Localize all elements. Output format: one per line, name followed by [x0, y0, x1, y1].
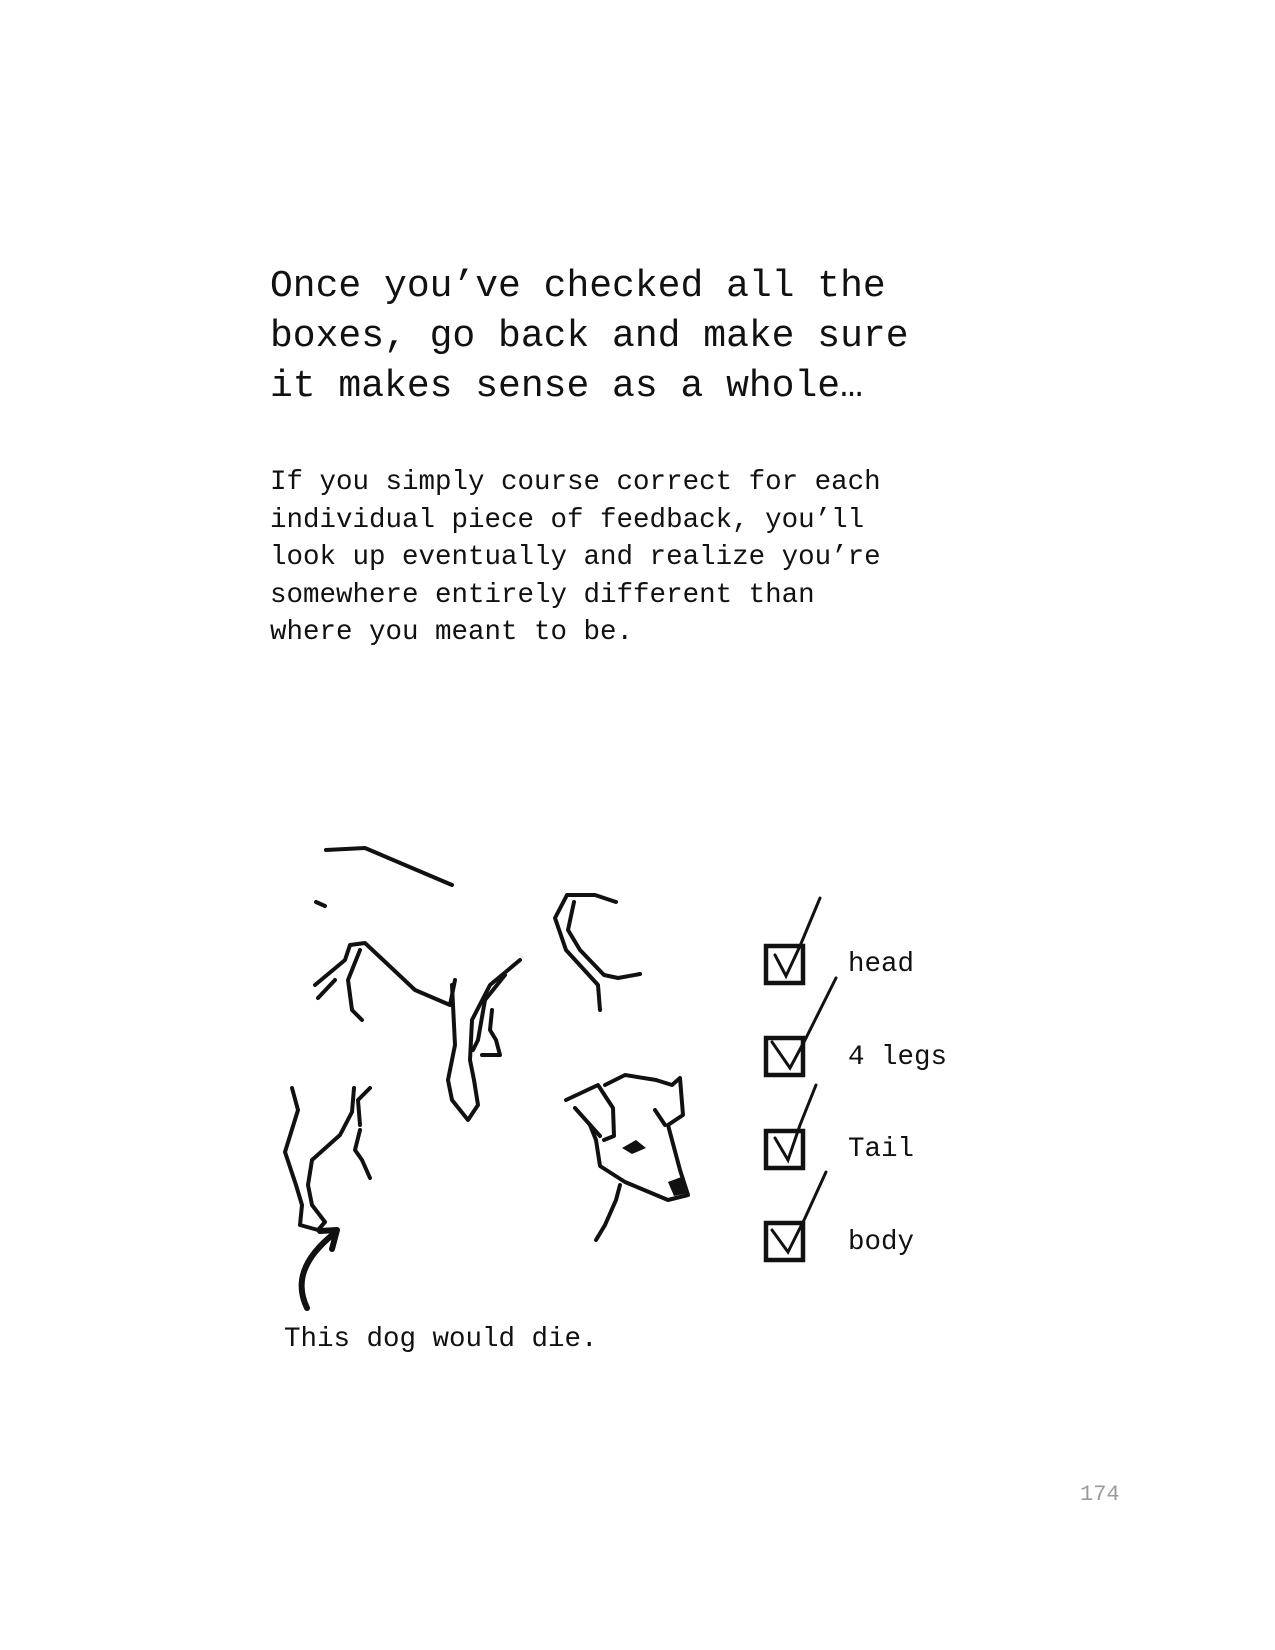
- checklist-label-body: body: [848, 1227, 915, 1258]
- body-paragraph: If you simply course correct for each individual piece of feedback, you’ll look up eventually and realize you’re somewhere entirely different than where you meant to be.: [270, 467, 881, 648]
- curved-arrow-icon: [302, 1230, 337, 1308]
- dog-back-fragment: [316, 848, 452, 906]
- dog-body-fragment: [315, 943, 455, 1020]
- checkbox-icon-4-legs: [766, 978, 836, 1075]
- checklist-label-tail: Tail: [848, 1134, 915, 1165]
- checkbox-icon-tail: [766, 1085, 816, 1168]
- checklist-label-4-legs: 4 legs: [848, 1042, 948, 1073]
- dog-hind-legs-fragment: [285, 1088, 370, 1230]
- checklist-label-head: head: [848, 949, 915, 980]
- page-heading: Once you’ve checked all the boxes, go back and make sure it makes sense as a whole…: [270, 265, 909, 408]
- dog-tail-fragment: [555, 895, 640, 1010]
- dog-nose: [668, 1176, 688, 1196]
- checkbox-icon-body: [766, 1172, 826, 1260]
- illustration-caption: This dog would die.: [284, 1324, 598, 1355]
- dog-head-fragment: [566, 1075, 688, 1240]
- checkbox-icon-head: [766, 898, 820, 983]
- dog-eye: [622, 1140, 646, 1154]
- dog-front-legs-fragment: [448, 960, 520, 1120]
- page-number: 174: [1080, 1482, 1120, 1507]
